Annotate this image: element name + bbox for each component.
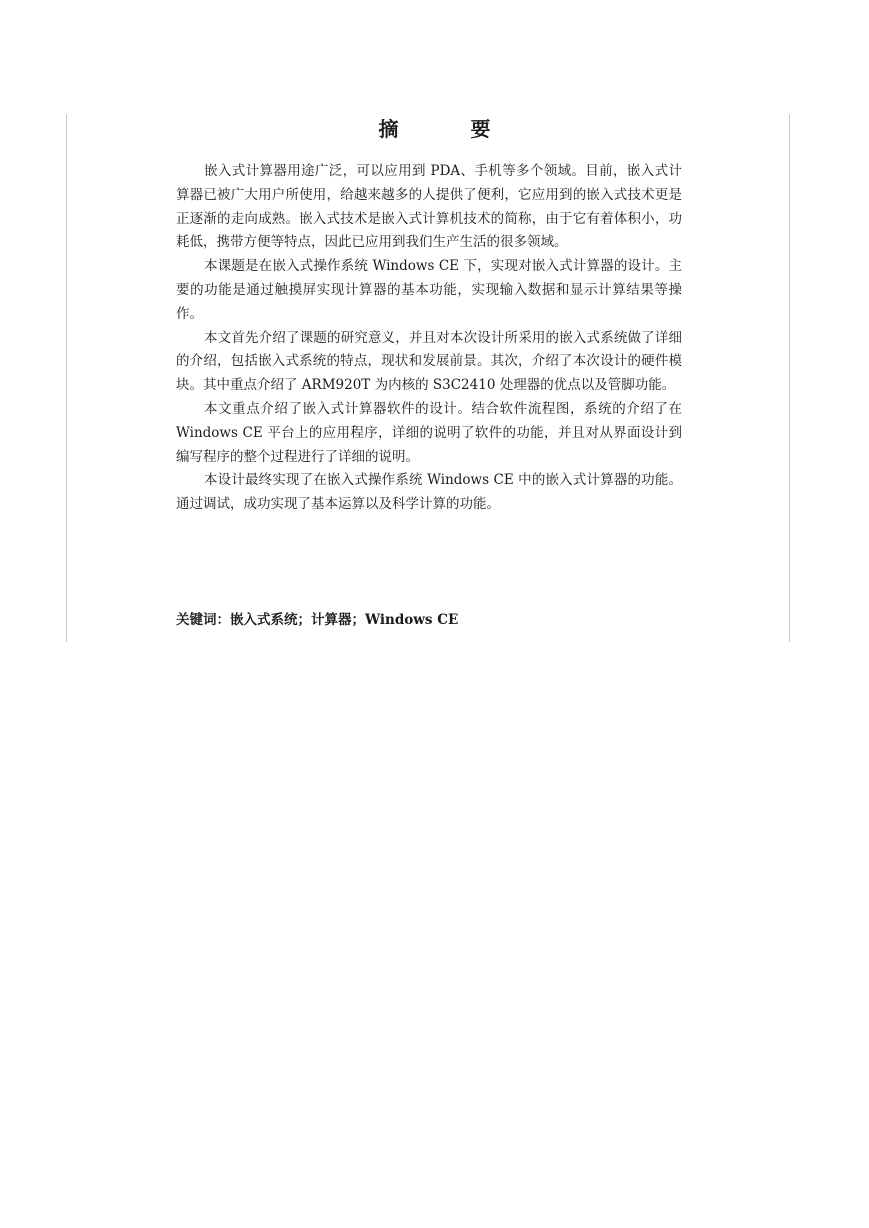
abstract-title: 摘 要	[378, 117, 517, 141]
abstract-paragraph-2: 本课题是在嵌入式操作系统 Windows CE 下，实现对嵌入式计算器的设计。主要的功能是通过触摸屏实现计算器的基本功能，实现输入数据和显示计算结果等操作。	[176, 258, 682, 322]
abstract-paragraph-5: 本设计最终实现了在嵌入式操作系统 Windows CE 中的嵌入式计算器的功能。通过调试，成功实现了基本运算以及科学计算的功能。	[176, 472, 682, 513]
abstract-body	[176, 160, 682, 517]
keywords-text: 嵌入式系统；计算器；Windows CE	[230, 612, 459, 628]
keywords-line	[176, 609, 682, 631]
right-margin-rule	[789, 114, 790, 642]
abstract-paragraph-1: 嵌入式计算器用途广泛，可以应用到 PDA、手机等多个领域。目前，嵌入式计算器已被广大用户所使用，给越来越多的人提供了便利，它应用到的嵌入式技术更是正逐渐的走向成熟。嵌入式技术是嵌入式计算机技术的简称，由于它有着体积小，功耗低，携带方便等特点，因此已应用到我们生产生活的很多领域。	[176, 163, 682, 251]
keywords-label: 关键词：	[176, 612, 230, 628]
abstract-paragraph-4: 本文重点介绍了嵌入式计算器软件的设计。结合软件流程图，系统的介绍了在 Windows CE 平台上的应用程序，详细的说明了软件的功能，并且对从界面设计到编写程序的整个过程进行了详细的说明。	[176, 400, 682, 465]
abstract-paragraph-3: 本文首先介绍了课题的研究意义，并且对本次设计所采用的嵌入式系统做了详细的介绍，包括嵌入式系统的特点，现状和发展前景。其次，介绍了本次设计的硬件模块。其中重点介绍了 ARM920T 为内核的 S3C2410 处理器的优点以及管脚功能。	[176, 329, 682, 394]
left-margin-rule	[66, 114, 67, 642]
